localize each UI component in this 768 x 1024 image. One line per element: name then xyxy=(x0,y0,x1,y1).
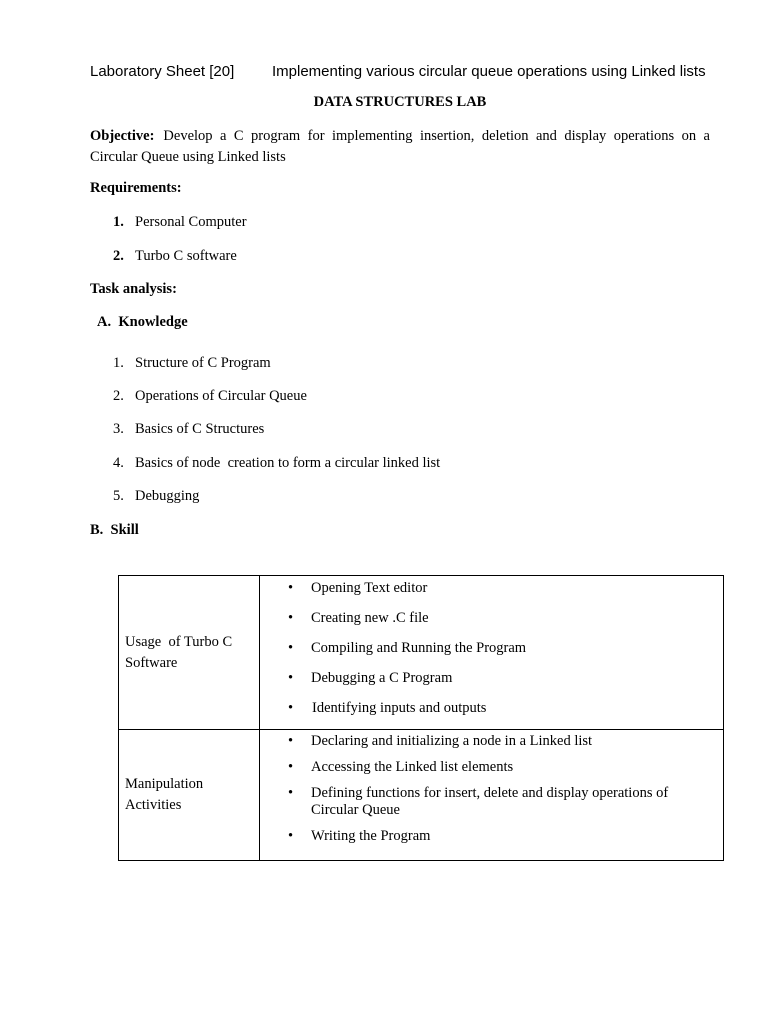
requirement-number: 1. xyxy=(113,214,124,230)
list-item: • Compiling and Running the Program xyxy=(260,640,723,657)
knowledge-number: 2. xyxy=(113,388,124,404)
list-item: • Writing the Program xyxy=(260,828,723,845)
knowledge-item xyxy=(113,421,264,438)
objective-text: Develop a C program for implementing insertion, deletion and display operations on a Circular Queue using Linked lists xyxy=(90,128,710,165)
skill-title: Skill xyxy=(110,522,139,538)
skill-items-cell xyxy=(260,576,724,730)
skill-category-cell xyxy=(119,576,260,730)
skill-items-cell xyxy=(260,730,724,861)
skill-letter: B. xyxy=(90,522,104,538)
knowledge-letter: A. xyxy=(97,314,112,330)
knowledge-number: 4. xyxy=(113,455,124,471)
skill-category-line: Software xyxy=(125,654,178,671)
skill-category-line: Usage of Turbo C xyxy=(125,633,233,650)
knowledge-text: Structure of C Program xyxy=(135,355,271,371)
knowledge-text: Basics of C Structures xyxy=(135,421,265,437)
knowledge-item xyxy=(113,355,271,372)
list-item: • Creating new .C file xyxy=(260,610,723,627)
skill-bullet-list xyxy=(260,733,723,845)
requirement-item xyxy=(113,248,237,265)
task-analysis-heading: Task analysis: xyxy=(90,281,177,297)
list-item: • Accessing the Linked list elements xyxy=(260,759,723,776)
requirement-text: Turbo C software xyxy=(135,248,237,264)
list-item: • Identifying inputs and outputs xyxy=(260,700,723,717)
knowledge-title: Knowledge xyxy=(118,314,188,330)
requirement-item xyxy=(113,214,247,231)
objective-label: Objective: xyxy=(90,128,155,144)
header-sheet-number: Laboratory Sheet [20] xyxy=(90,63,235,80)
list-item: • Defining functions for insert, delete and display operations of Circular Queue xyxy=(260,785,723,819)
skill-category-line: Manipulation xyxy=(125,776,204,792)
requirements-heading: Requirements: xyxy=(90,180,182,196)
objective-paragraph xyxy=(90,126,710,168)
knowledge-heading xyxy=(97,314,188,331)
table-row xyxy=(119,730,724,861)
knowledge-text: Basics of node creation to form a circular linked list xyxy=(135,455,441,471)
lab-title: DATA STRUCTURES LAB xyxy=(313,94,487,110)
knowledge-item xyxy=(113,388,307,405)
knowledge-number: 3. xyxy=(113,421,124,437)
skill-heading xyxy=(90,522,139,539)
list-item: • Opening Text editor xyxy=(260,580,723,597)
knowledge-item xyxy=(113,488,199,505)
knowledge-text: Debugging xyxy=(135,488,200,504)
requirement-text: Personal Computer xyxy=(135,214,247,230)
skill-category-line: Activities xyxy=(125,797,182,813)
skill-table xyxy=(118,575,724,861)
knowledge-text: Operations of Circular Queue xyxy=(135,388,307,404)
table-row xyxy=(119,576,724,730)
knowledge-item xyxy=(113,455,440,472)
header-sheet-topic: Implementing various circular queue operations using Linked lists xyxy=(272,63,706,80)
skill-category-cell xyxy=(119,730,260,861)
list-item: • Declaring and initializing a node in a Linked list xyxy=(260,733,723,750)
skill-bullet-list xyxy=(260,580,723,717)
knowledge-number: 1. xyxy=(113,355,124,371)
list-item: • Debugging a C Program xyxy=(260,670,723,687)
requirement-number: 2. xyxy=(113,248,124,264)
knowledge-number: 5. xyxy=(113,488,124,504)
